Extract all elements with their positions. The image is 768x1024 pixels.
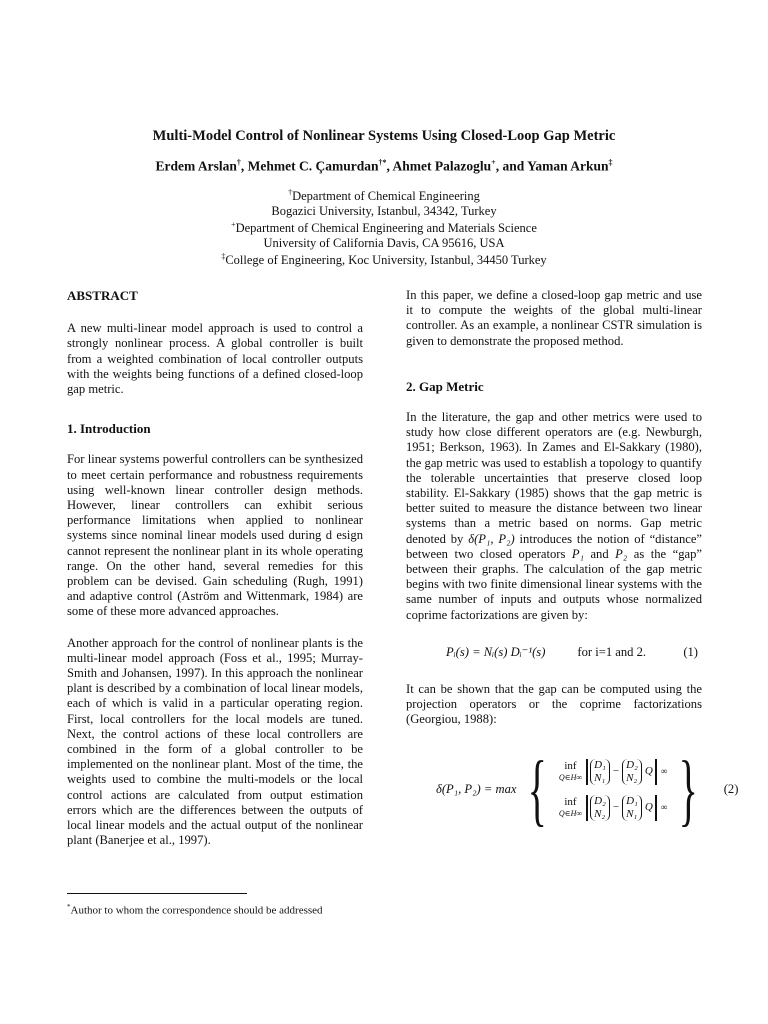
text-run: In the literature, the gap and other metrics were used to study how close different operators are (e.g. Newburgh, 1951; Berkson, 1963). In Zames and El-Sakkary (1980), the gap metric was used to establish a topology to quantify the tolerable uncertainties that preserve closed loop stability. El-Sakkary (1985) shows that the gap metric is better suited to measure the distance between two linear systems than a metric based on norms. Gap metric denoted by — [406, 410, 702, 546]
equation-row — [559, 795, 667, 821]
inf-subscript: Q∈H∞ — [558, 808, 583, 818]
equation-2 — [406, 742, 739, 838]
matrix — [590, 795, 610, 821]
gap-computation-paragraph: It can be shown that the gap can be computed using the projection operators or the coprime factorizations (Georgiou, 1988): — [406, 682, 702, 727]
equation-condition: for i=1 and 2. — [577, 644, 647, 659]
matrix-entry: D₁ — [594, 758, 606, 771]
variable: Q — [644, 801, 653, 814]
operator: − — [612, 765, 620, 778]
gap-metric-paragraph — [406, 410, 702, 623]
text-run: and — [590, 546, 609, 561]
left-brace: { — [528, 745, 548, 834]
matrix-entry: N₁ — [626, 807, 638, 820]
author-list — [0, 158, 768, 175]
text-run: as the “gap” between their graphs. The calculation of the gap metric begins with two finite dimensional linear systems with the same number of inputs and outputs whose normalized coprime factorizations are given by: — [406, 546, 702, 622]
section-heading-introduction: 1. Introduction — [67, 421, 151, 437]
separator: , and — [495, 158, 528, 174]
abstract-text: A new multi-linear model approach is used to control a strongly nonlinear process. A global controller is built from a weighted combination of local controller outputs with the weights being functions of a defined closed-loop gap metric. — [67, 321, 363, 397]
inf-subscript: Q∈H∞ — [558, 772, 583, 782]
affiliation-line — [0, 186, 768, 204]
norm-subscript: ∞ — [660, 802, 668, 813]
intro-paragraph-3: In this paper, we define a closed-loop gap metric and use it to compute the weights of the global multi-linear controller. As an example, a nonlinear CSTR simulation is given to demonstrate the proposed method. — [406, 288, 702, 348]
affiliations — [0, 186, 768, 268]
matrix-entry: N₂ — [626, 771, 638, 784]
abstract-heading: ABSTRACT — [67, 288, 138, 303]
author-name: Mehmet C. Çamurdan — [247, 158, 379, 174]
norm-expression — [586, 795, 657, 821]
author-name: Erdem Arslan — [155, 158, 237, 174]
matrix-entry: N₁ — [594, 771, 606, 784]
equation-number: (2) — [723, 782, 739, 797]
operator: − — [612, 801, 620, 814]
affiliation-line — [0, 218, 768, 236]
author-mark: + — [491, 158, 496, 167]
matrix — [622, 795, 642, 821]
affiliation-text: Department of Chemical Engineering — [292, 189, 480, 204]
infimum — [559, 797, 582, 819]
equation-number: (1) — [683, 644, 698, 659]
text-run: introduces the notion of “distance” between two closed operators — [406, 531, 703, 561]
right-column — [406, 288, 739, 838]
matrix-entry: D₂ — [626, 758, 638, 771]
norm-subscript: ∞ — [660, 766, 668, 777]
section-heading-gap-metric: 2. Gap Metric — [406, 378, 484, 394]
matrix-entry: D₁ — [626, 794, 638, 807]
footnote-mark: * — [67, 903, 71, 911]
inf-label: inf — [564, 759, 577, 772]
author-mark: †* — [378, 158, 387, 167]
right-brace: } — [678, 745, 699, 834]
inline-math: P₂ — [615, 546, 628, 561]
affiliation-text: Department of Chemical Engineering and Materials Science — [235, 221, 537, 236]
intro-paragraph-2: Another approach for the control of nonlinear plants is the multi-linear model approach (Foss et al., 1995; Murray-Smith and Johansen, 1997). In this approach the nonlinear plant is described by a combination of local linear models, each of which is valid in a particular operating region. First, local controllers for the local models are tuned. Next, the control actions of these local controllers are combined in the form of a global controller to be implemented on the nonlinear plant. Most of the time, the weights used to combine the multi-models or the local control actions are calculated from output estimation errors which are the differences between the outputs of local linear models and the actual output of the nonlinear plant (Banerjee et al., 1997). — [67, 635, 363, 848]
affiliation-text: College of Engineering, Koc University, Istanbul, 34450 Turkey — [225, 253, 547, 268]
affiliation-line — [0, 250, 768, 268]
equation-1 — [406, 645, 702, 660]
variable: Q — [644, 765, 653, 778]
matrix — [622, 759, 642, 785]
equation-row — [559, 759, 667, 785]
matrix — [590, 759, 610, 785]
matrix-entry: D₂ — [594, 794, 606, 807]
matrix-entry: N₂ — [594, 807, 606, 820]
norm-expression — [586, 759, 657, 785]
footnote-divider — [67, 893, 247, 894]
infimum — [559, 761, 582, 783]
author-mark: † — [236, 158, 241, 167]
inline-math: δ(P₁, P₂) — [468, 531, 515, 546]
paper-title: Multi-Model Control of Nonlinear Systems Using Closed-Loop Gap Metric — [152, 128, 616, 144]
affiliation-line: Bogazici University, Istanbul, 34342, Turkey — [271, 203, 497, 218]
affiliation-line: University of California Davis, CA 95616, USA — [263, 235, 505, 250]
separator: , — [386, 158, 393, 174]
author-name: Yaman Arkun — [527, 158, 609, 174]
affiliation-mark: † — [288, 188, 293, 197]
equation-lhs: δ(P₁, P₂) = max — [436, 782, 517, 797]
equation-rows — [559, 759, 667, 821]
inline-math: P₁ — [571, 546, 584, 561]
footnote-text: Author to whom the correspondence should be addressed — [70, 904, 323, 917]
inf-label: inf — [564, 795, 577, 808]
left-column — [67, 288, 363, 849]
separator: , — [240, 158, 248, 174]
equation-expression: Pᵢ(s) = Nᵢ(s) Dᵢ⁻¹(s) — [446, 644, 546, 659]
author-mark: ‡ — [608, 158, 613, 167]
affiliation-mark: ‡ — [221, 252, 226, 262]
affiliation-mark: + — [231, 220, 236, 230]
author-name: Ahmet Palazoglu — [392, 158, 492, 174]
footnote — [67, 903, 323, 917]
intro-paragraph-1: For linear systems powerful controllers can be synthesized to meet certain performance and robustness requirements using well-known linear controller design methods. However, linear controllers can exhibit serious performance limitations when applied to nonlinear systems since nominal linear models used during d esign cannot represent the nonlinear plant in its whole operating range. On the other hand, several remedies for this problem can be devised. Gain scheduling (Rugh, 1991) and adaptive control (Aström and Wittenmark, 1984) are some of these more advanced approaches. — [67, 452, 363, 619]
